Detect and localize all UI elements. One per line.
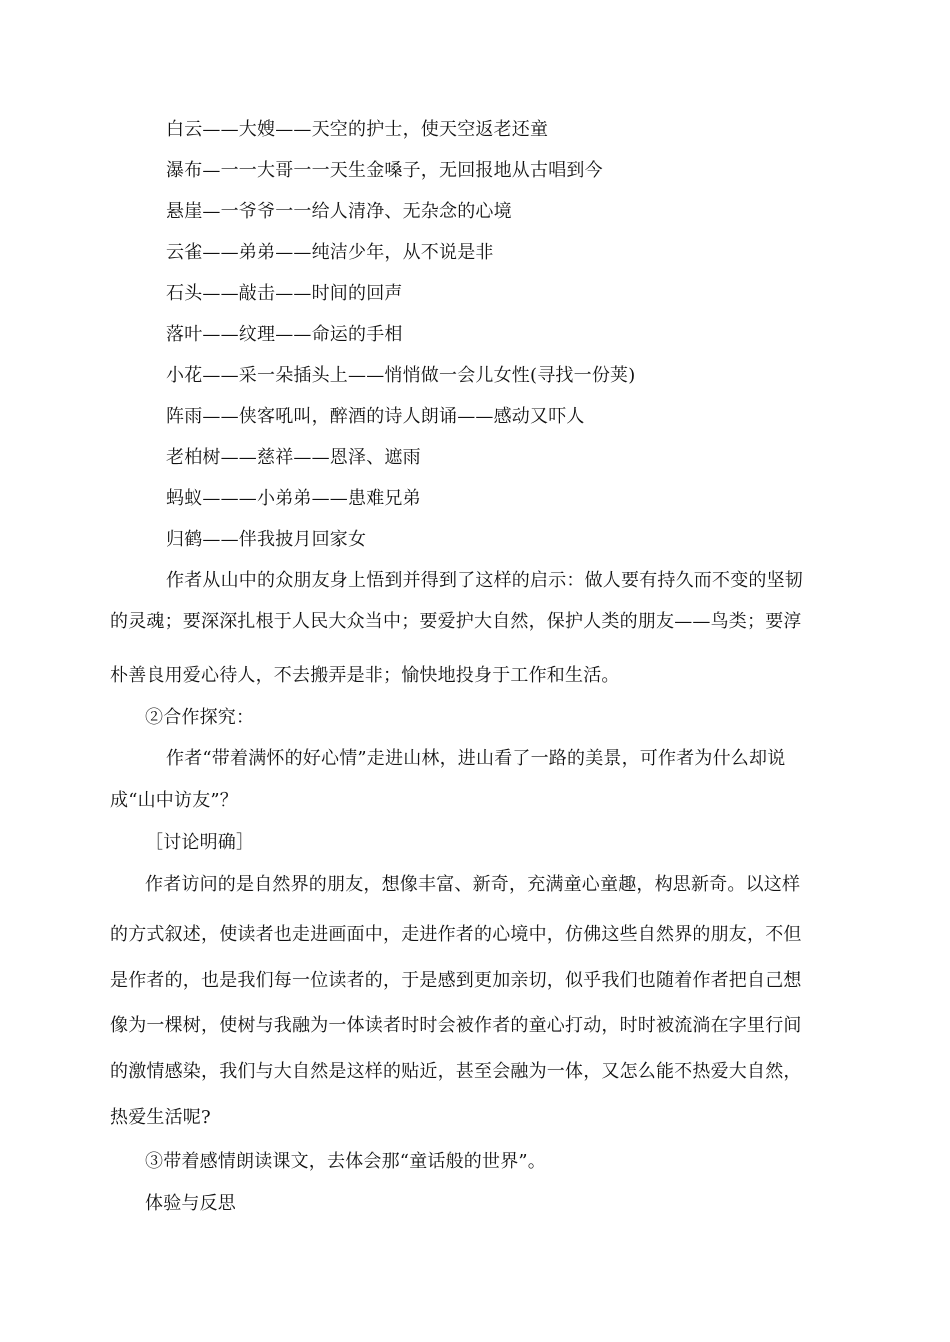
enlightenment-paragraph-line: 的灵魂；要深深扎根于人民大众当中；要爱护大自然，保护人类的朋友——鸟类；要淳 <box>110 611 802 632</box>
friend-item-ant: 蚂蚁———小弟弟——患难兄弟 <box>166 488 421 509</box>
friend-item-old-cypress: 老柏树——慈祥——恩泽、遮雨 <box>166 447 421 468</box>
enlightenment-paragraph-line: 作者从山中的众朋友身上悟到并得到了这样的启示：做人要有持久而不变的坚韧 <box>166 570 803 591</box>
friend-item-skylark: 云雀——弟弟——纯洁少年，从不说是非 <box>166 242 494 263</box>
cooperation-question-line: 作者“带着满怀的好心情”走进山林，进山看了一路的美景，可作者为什么却说 <box>166 748 786 769</box>
discussion-paragraph-line: 作者访问的是自然界的朋友，想像丰富、新奇，充满童心童趣，构思新奇。以这样 <box>145 874 801 895</box>
friend-item-fallen-leaf: 落叶——纹理——命运的手相 <box>166 324 403 345</box>
discussion-paragraph-line: 是作者的，也是我们每一位读者的，于是感到更加亲切，似乎我们也随着作者把自己想 <box>110 970 802 991</box>
friend-item-small-flower: 小花——采一朵插头上——悄悄做一会儿女性(寻找一份荚) <box>166 365 636 386</box>
cooperation-heading: ②合作探究： <box>145 707 255 728</box>
cooperation-question-line: 成“山中访友”？ <box>110 790 239 811</box>
friend-item-cliff: 悬崖—一爷爷一一给人清净、无杂念的心境 <box>166 201 512 222</box>
friend-item-crane: 归鹤——伴我披月回家女 <box>166 529 367 550</box>
friend-item-shower: 阵雨——侠客吼叫，醉酒的诗人朗诵——感动又吓人 <box>166 406 585 427</box>
friend-item-stone: 石头——敲击——时间的回声 <box>166 283 403 304</box>
discussion-paragraph-line: 像为一棵树，使树与我融为一体读者时时会被作者的童心打动，时时被流淌在字里行间 <box>110 1015 802 1036</box>
friend-item-white-cloud: 白云——大嫂——天空的护士，使天空返老还童 <box>166 119 549 140</box>
discussion-paragraph-line: 的方式叙述，使读者也走进画面中，走进作者的心境中，仿佛这些自然界的朋友，不但 <box>110 924 802 945</box>
reading-task: ③带着感情朗读课文，去体会那“童话般的世界”。 <box>145 1151 547 1172</box>
section-heading: 体验与反思 <box>145 1193 236 1214</box>
discussion-paragraph-line: 的激情感染，我们与大自然是这样的贴近，甚至会融为一体，又怎么能不热爱大自然， <box>110 1061 802 1082</box>
friend-item-waterfall: 瀑布—一一大哥一一天生金嗓子，无回报地从古唱到今 <box>166 160 603 181</box>
discussion-paragraph-line: 热爱生活呢? <box>110 1107 211 1128</box>
enlightenment-paragraph-line: 朴善良用爱心待人，不去搬弄是非；愉快地投身于工作和生活。 <box>110 665 620 686</box>
discussion-heading: ［讨论明确］ <box>145 832 255 853</box>
